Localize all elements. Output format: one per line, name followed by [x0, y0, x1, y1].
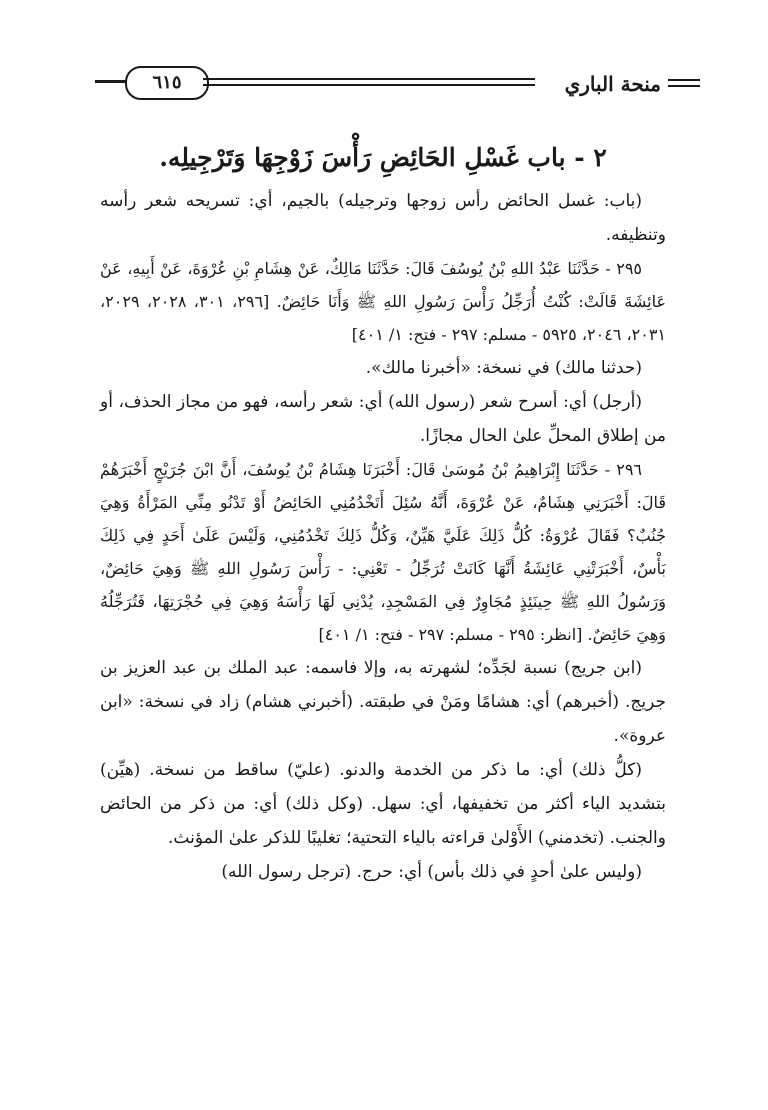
page-number-badge: ٦١٥ [125, 66, 209, 100]
paragraph-commentary: (حدثنا مالك) في نسخة: «أخبرنا مالك». [365, 358, 642, 378]
chapter-title: ٢ - باب غَسْلِ الحَائِضِ رَأْسَ زَوْجِهَا وَتَرْجِيلِه. [159, 143, 607, 172]
paragraph-commentary: (أرجل) أي: أسرح شعر (رسول الله) أي: شعر رأسه، فهو من مجاز الحذف، أو من إطلاق المحلِّ علىٰ الحال مجازًا. [100, 392, 666, 446]
header-rule-tail [95, 80, 127, 83]
paragraph-hadith: ٢٩٥ - حَدَّثَنَا عَبْدُ اللهِ بْنُ يُوسُفَ قَالَ: حَدَّثَنَا مَالِكٌ، عَنْ هِشَامِ بْنِ عُرْوَةَ، عَنْ أَبِيهِ، عَنْ عَائِشَةَ قَالَتْ: كُنْتُ أُرَجِّلُ رَأْسَ رَسُولِ اللهِ ﷺ وَأَنَا حَائِضٌ. [٢٩٦، ٣٠١، ٢٠٢٨، ٢٠٢٩، ٢٠٣١، ٢٠٤٦، ٥٩٢٥ - مسلم: ٢٩٧ - فتح: ١/ ٤٠١] [100, 259, 666, 344]
header-book-title: منحة الباري [564, 72, 661, 96]
paragraph-commentary: (ابن جريج) نسبة لجَدِّه؛ لشهرته به، وإلا فاسمه: عبد الملك بن عبد العزيز بن جريج. (أخبرهم) أي: هشامًا ومَنْ في طبقته. (أخبرني هشام) زاد في نسخة: «ابن عروة». [100, 658, 666, 746]
page-body [100, 138, 666, 889]
paragraph-commentary: (كلُّ ذلك) أي: ما ذكر من الخدمة والدنو. (عليّ) ساقط من نسخة. (هيِّن) بتشديد الياء أكثر من تخفيفها، أي: سهل. (وكل ذلك) أي: من ذكر من الحائض والجنب. (تخدمني) الأَوْلىٰ قراءته بالياء التحتية؛ تغليبًا للذكر علىٰ المؤنث. [100, 760, 666, 848]
running-header [95, 66, 665, 100]
header-rule-right [668, 77, 700, 89]
paragraph-commentary: (وليس علىٰ أحدٍ في ذلك بأس) أي: حرج. (ترجل رسول الله) [221, 862, 642, 882]
header-rule-double [203, 76, 535, 90]
paragraph-hadith: ٢٩٦ - حَدَّثَنَا إِبْرَاهِيمُ بْنُ مُوسَىٰ قَالَ: أَخْبَرَنَا هِشَامُ بْنُ يُوسُفَ، أَنَّ ابْنَ جُرَيْجٍ أَخْبَرَهُمْ قَالَ: أَخْبَرَنِي هِشَامٌ، عَنْ عُرْوَةَ، أَنَّهُ سُئِلَ أَتَخْدُمُنِي الحَائِضُ أَوْ تَدْنُو مِنِّي المَرْأَةُ وَهِيَ جُنُبٌ؟ فَقَالَ عُرْوَةُ: كُلُّ ذَلِكَ عَلَيَّ هَيِّنٌ، وَكُلُّ ذَلِكَ تَخْدُمُنِي، وَلَيْسَ عَلَىٰ أَحَدٍ فِي ذَلِكَ بَأْسٌ، أَخْبَرَتْنِي عَائِشَةُ أَنَّهَا كَانَتْ تُرَجِّلُ - تَعْنِي: - رَأْسَ رَسُولِ اللهِ ﷺ وَهِيَ حَائِضٌ، وَرَسُولُ اللهِ ﷺ حِينَئِذٍ مُجَاوِرٌ فِي المَسْجِدِ، يُدْنِي لَهَا رَأْسَهُ وَهِيَ فِي حُجْرَتِهَا، فَتُرَجِّلُهُ وَهِيَ حَائِضٌ. [انظر: ٢٩٥ - مسلم: ٢٩٧ - فتح: ١/ ٤٠١] [100, 460, 666, 644]
paragraph-commentary: (باب: غسل الحائض رأس زوجها وترجيله) بالجيم، أي: تسريحه شعر رأسه وتنظيفه. [100, 191, 666, 245]
